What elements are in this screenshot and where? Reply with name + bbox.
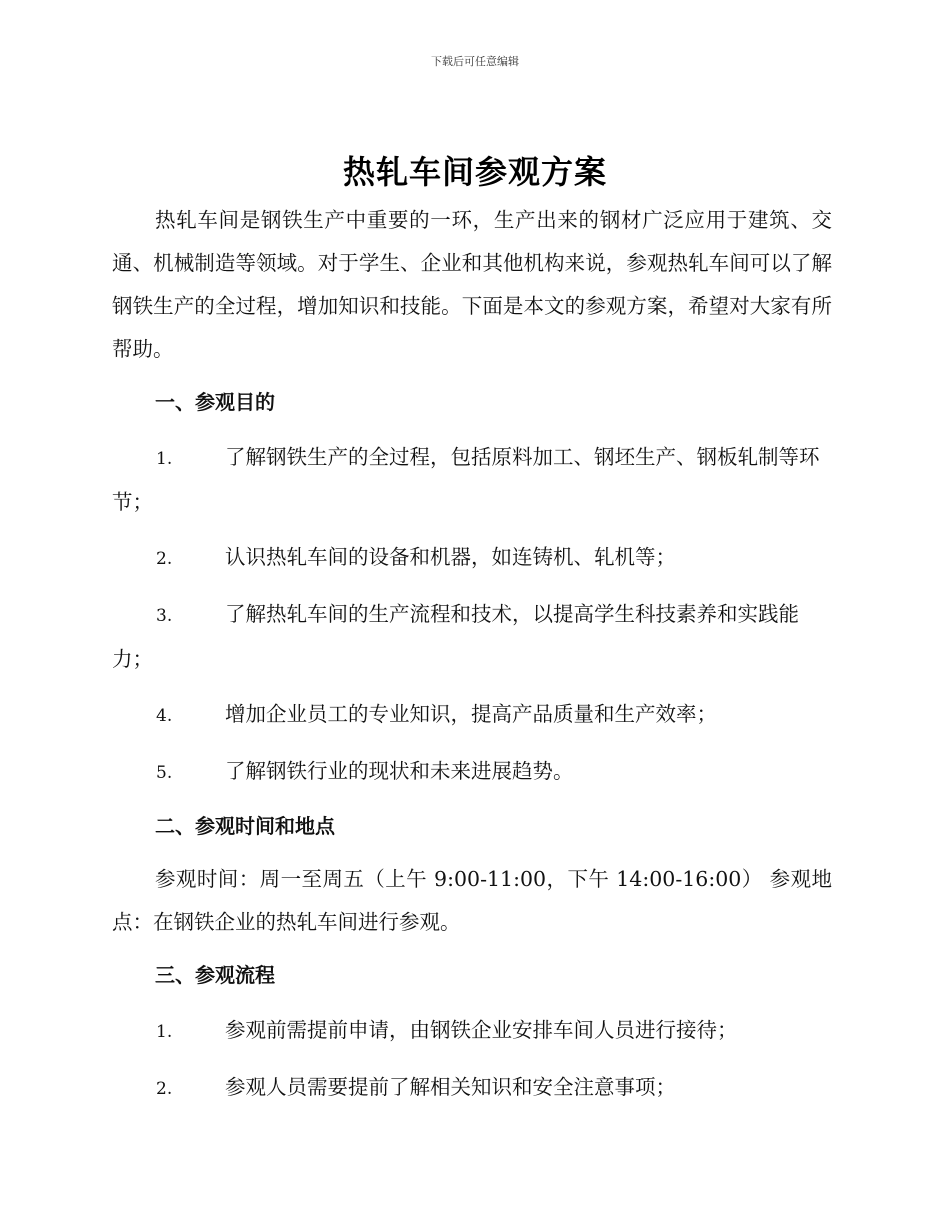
list-item	[112, 1009, 832, 1054]
list-item	[112, 693, 832, 738]
list-number: 2.	[156, 549, 173, 569]
document-body	[112, 199, 832, 1111]
list-item	[112, 536, 832, 581]
list-item	[112, 750, 832, 795]
time-place-paragraph: 参观时间：周一至周五（上午 9:00-11:00，下午 14:00-16:00） 参观地点：在钢铁企业的热轧车间进行参观。	[112, 867, 832, 934]
list-number: 1.	[156, 449, 173, 469]
list-text: 增加企业员工的专业知识，提高产品质量和生产效率；	[225, 702, 717, 726]
section-heading-process: 三、参观流程	[155, 963, 275, 987]
header-note: 下载后可任意编辑	[431, 55, 519, 68]
list-number: 5.	[156, 763, 173, 783]
document-title: 热轧车间参观方案	[342, 153, 607, 191]
list-text: 了解钢铁生产的全过程，包括原料加工、钢坯生产、钢板轧制等环节；	[112, 445, 820, 514]
list-item	[112, 436, 832, 524]
list-item	[112, 1066, 832, 1111]
section-heading-purpose: 一、参观目的	[155, 390, 275, 414]
list-text: 认识热轧车间的设备和机器，如连铸机、轧机等；	[225, 545, 676, 569]
list-item	[112, 593, 832, 681]
intro-paragraph: 热轧车间是钢铁生产中重要的一环，生产出来的钢材广泛应用于建筑、交通、机械制造等领域。对于学生、企业和其他机构来说，参观热轧车间可以了解钢铁生产的全过程，增加知识和技能。下面是本文的参观方案，希望对大家有所帮助。	[112, 208, 832, 361]
list-number: 1.	[156, 1022, 173, 1042]
section-heading-time-place: 二、参观时间和地点	[155, 814, 335, 838]
list-text: 了解热轧车间的生产流程和技术，以提高学生科技素养和实践能力；	[112, 602, 799, 671]
list-number: 2.	[156, 1079, 173, 1099]
list-number: 3.	[156, 606, 173, 626]
list-text: 了解钢铁行业的现状和未来进展趋势。	[225, 759, 574, 783]
list-number: 4.	[156, 706, 173, 726]
list-text: 参观人员需要提前了解相关知识和安全注意事项；	[225, 1075, 676, 1099]
list-text: 参观前需提前申请，由钢铁企业安排车间人员进行接待；	[225, 1018, 738, 1042]
